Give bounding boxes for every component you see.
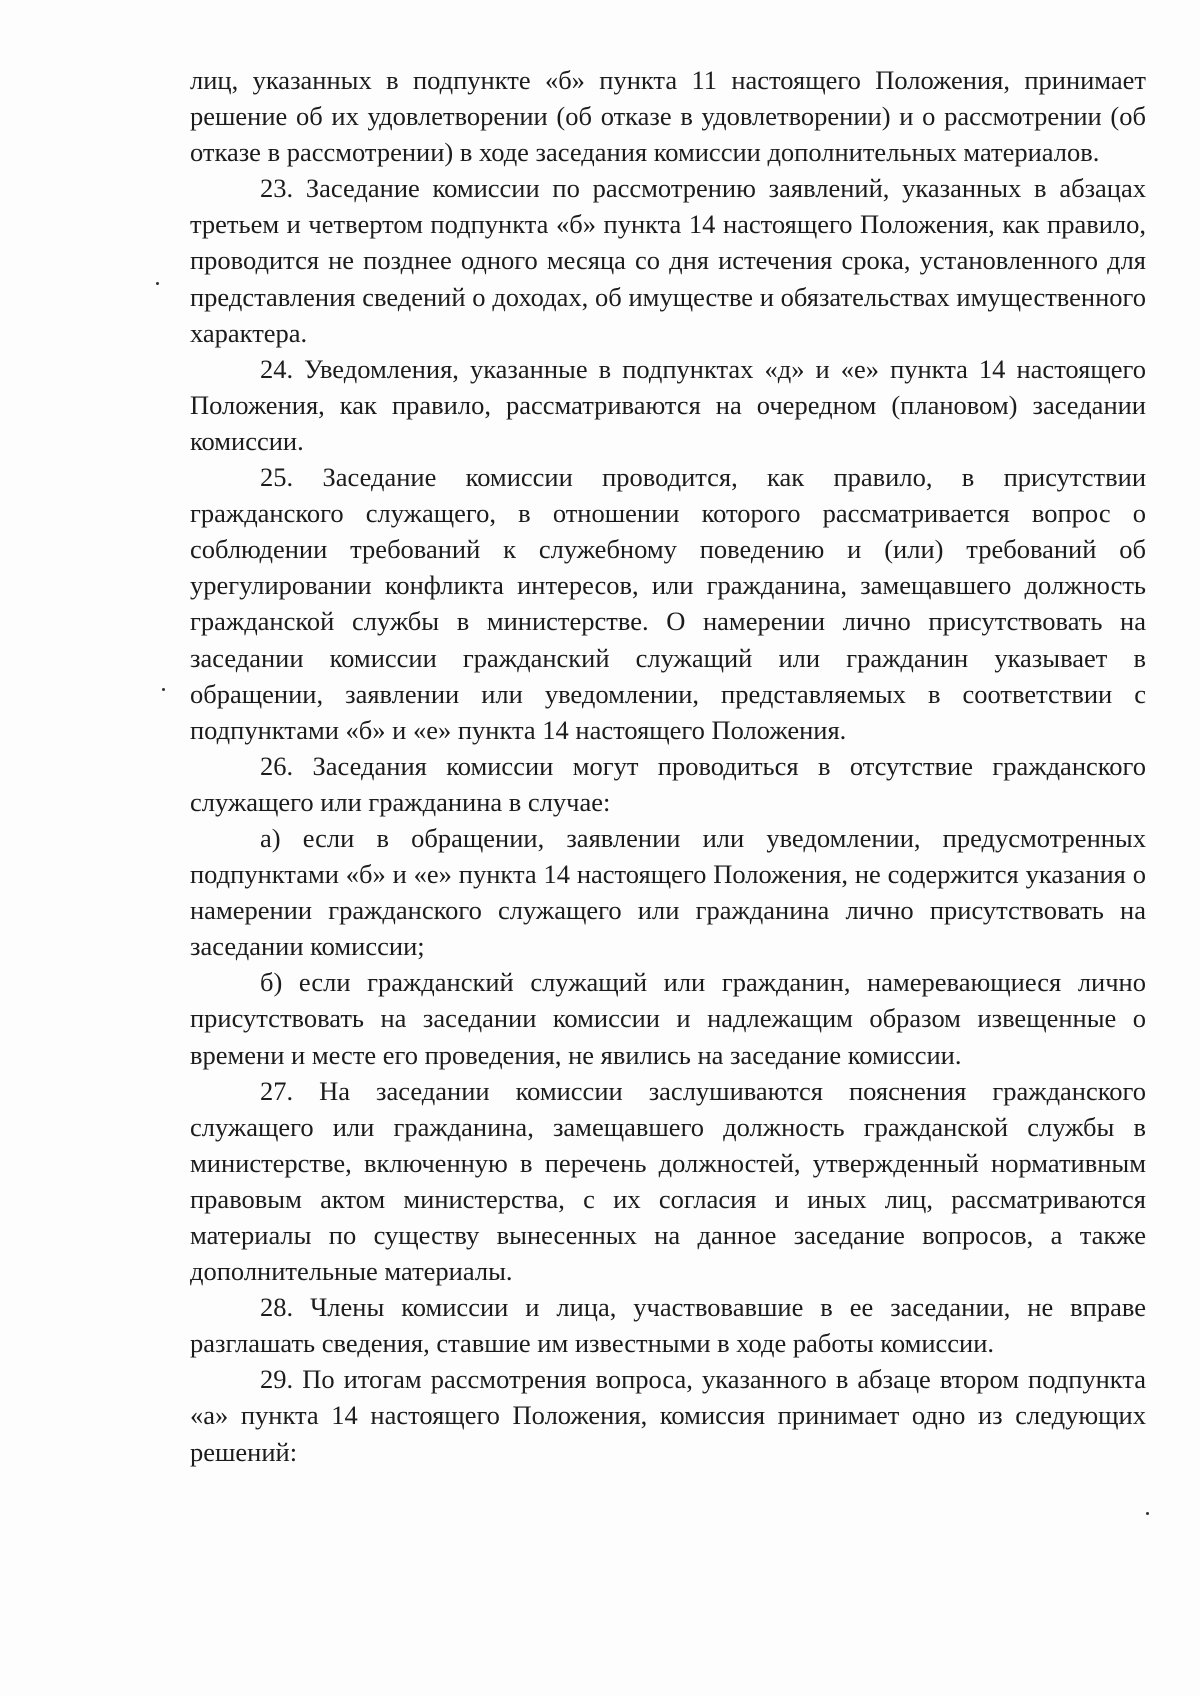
paragraph-continuation: лиц, указанных в подпункте «б» пункта 11 настоящего Положения, принимает решение об их удовлетворении (об отказе в удовлетворении) и о рассмотрении (об отказе в рассмотрении) в ходе заседания комиссии дополнительных материалов.: [190, 65, 1146, 168]
paragraph-25: 25. Заседание комиссии проводится, как правило, в присутствии гражданского служащего, в отношении которого рассматривается вопрос о соблюдении требований к служебному поведению и (или) требований об урегулировании конфликта интересов, или гражданина, замещавшего должность гражданской службы в министерстве. О намерении лично присутствовать на заседании комиссии гражданский служащий или гражданин указывает в обращении, заявлении или уведомлении, представляемых в соответствии с подпунктами «б» и «е» пункта 14 настоящего Положения.: [190, 462, 1146, 745]
paragraph-26-b: б) если гражданский служащий или гражданин, намеревающиеся лично присутствовать на заседании комиссии и надлежащим образом извещенные о времени и месте его проведения, не явились на заседание комиссии.: [190, 967, 1146, 1070]
scan-speck: [156, 282, 159, 285]
paragraph-26: 26. Заседания комиссии могут проводиться в отсутствие гражданского служащего или гражданина в случае:: [190, 750, 1146, 817]
paragraph-28: 28. Члены комиссии и лица, участвовавшие в ее заседании, не вправе разглашать сведения, ставшие им известными в ходе работы комиссии.: [190, 1292, 1146, 1359]
paragraph-27: 27. На заседании комиссии заслушиваются пояснения гражданского служащего или гражданина, замещавшего должность гражданской службы в министерстве, включенную в перечень должностей, утвержденный нормативным правовым актом министерства, с их согласия и иных лиц, рассматриваются материалы по существу вынесенных на данное заседание вопросов, а также дополнительные материалы.: [190, 1075, 1146, 1287]
scan-speck: [1146, 1512, 1149, 1515]
paragraph-23: 23. Заседание комиссии по рассмотрению заявлений, указанных в абзацах третьем и четвертом подпункта «б» пункта 14 настоящего Положения, как правило, проводится не позднее одного месяца со дня истечения срока, установленного для представления сведений о доходах, об имуществе и обязательствах имущественного характера.: [190, 173, 1146, 348]
paragraph-26-a: а) если в обращении, заявлении или уведомлении, предусмотренных подпунктами «б» и «е» пункта 14 настоящего Положения, не содержится указания о намерении гражданского служащего или гражданина лично присутствовать на заседании комиссии;: [190, 822, 1146, 962]
document-body: [190, 62, 1146, 1470]
paragraph-24: 24. Уведомления, указанные в подпунктах «д» и «е» пункта 14 настоящего Положения, как правило, рассматриваются на очередном (плановом) заседании комиссии.: [190, 353, 1146, 456]
paragraph-29: 29. По итогам рассмотрения вопроса, указанного в абзаце втором подпункта «а» пункта 14 настоящего Положения, комиссия принимает одно из следующих решений:: [190, 1364, 1146, 1467]
scan-speck: [162, 688, 165, 691]
